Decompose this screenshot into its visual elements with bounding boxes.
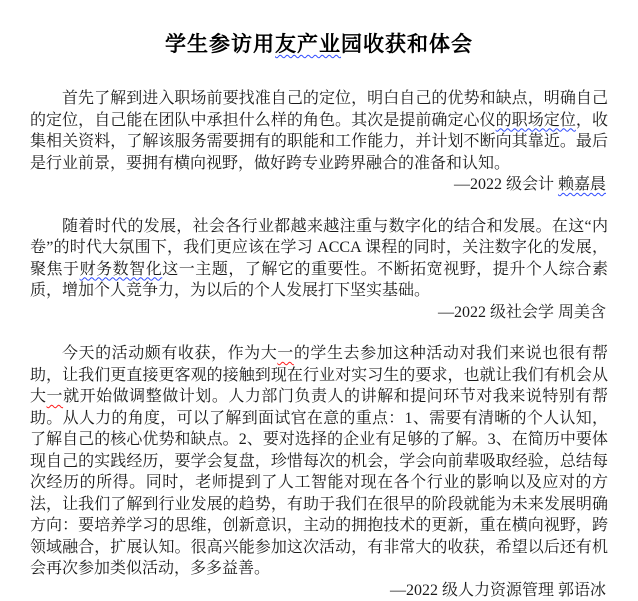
paragraph-text-spellcheck-flagged: 一 bbox=[277, 345, 294, 362]
signature-accounting-student bbox=[30, 174, 606, 196]
paragraph-text: 今天的活动颇有收获，作为大 bbox=[62, 345, 277, 362]
paragraph-text: 的学生去参加这种活动对我们来说也很有帮助，让我们更直接更客观的接触到现在行业对实习生的要求，也就让我们有机会从大 bbox=[30, 345, 608, 405]
title-text: 学生参访用 bbox=[165, 32, 275, 56]
paragraph-text: 随着时代的发展，社会各行业都越来越注重与数字化的结合和发展。在这“内卷”的时代大氛围下，我们更应该在学习 ACCA 课程的同时，关注数字化的发展，聚焦于 bbox=[30, 218, 608, 278]
paragraph-text-spellcheck-flagged: 的职场定位 bbox=[496, 112, 576, 129]
document-title bbox=[30, 30, 608, 58]
signature-text: —2022 级人力资源管理 郭语冰 bbox=[390, 582, 606, 599]
paragraph-accounting-reflection bbox=[30, 88, 608, 174]
paragraph-text: 首先了解到进入职场前要找准自己的定位，明白自己的优势和缺点，明确自己的定位，自己能在团队中承担什么样的角色。其次是提前确定心仪 bbox=[30, 90, 608, 129]
paragraph-text: ，收集相关资料，了解该服务需要拥有的职能和工作能力，并计划不断向其靠近。最后是行业前景，要拥有横向视野，做好跨专业跨界融合的准备和认知。 bbox=[30, 112, 608, 172]
title-text-spellcheck-flagged: 友产业 bbox=[275, 32, 341, 56]
signature-name-spellcheck-flagged: 赖嘉晨 bbox=[558, 176, 606, 193]
paragraph-text: 就开始做调整做计划。人力部门负责人的讲解和提问环节对我来说特别有帮助。从人力的角度，可以了解到面试官在意的重点：1、需要有清晰的个人认知，了解自己的核心优势和缺点。2、要对选择的企业有足够的了解。3、在简历中要体现自己的实践经历，要学会复盘，珍惜每次的机会，学会向前辈吸取经验，总结每次经历的所得。同时，老师提到了人工智能对现在各个行业的影响以及应对的方法，让我们了解到行业发展的趋势，有助于我们在很早的阶段就能为未来发展明确方向：要培养学习的思维，创新意识，主动的拥抱技术的更新，重在横向视野，跨领域融合，扩展认知。很高兴能参加这次活动，有非常大的收获，希望以后还有机会再次参加类似活动，多多益善。 bbox=[30, 388, 608, 577]
paragraph-text: 这一主题，了解它的重要性。不断拓宽视野，提升个人综合素质，增加个人竞争力，为以后的个人发展打下坚实基础。 bbox=[30, 261, 608, 300]
paragraph-sociology-reflection bbox=[30, 216, 608, 302]
paragraph-text-spellcheck-flagged: 一 bbox=[47, 388, 64, 405]
signature-hr-student bbox=[30, 580, 606, 601]
signature-sociology-student bbox=[30, 302, 606, 324]
paragraph-hr-reflection bbox=[30, 343, 608, 580]
signature-text: —2022 级社会学 周美含 bbox=[438, 304, 606, 321]
title-text: 园收获和体会 bbox=[341, 32, 473, 56]
paragraph-text-spellcheck-flagged: 财务数智化 bbox=[80, 261, 163, 278]
signature-text: —2022 级会计 bbox=[454, 176, 558, 193]
